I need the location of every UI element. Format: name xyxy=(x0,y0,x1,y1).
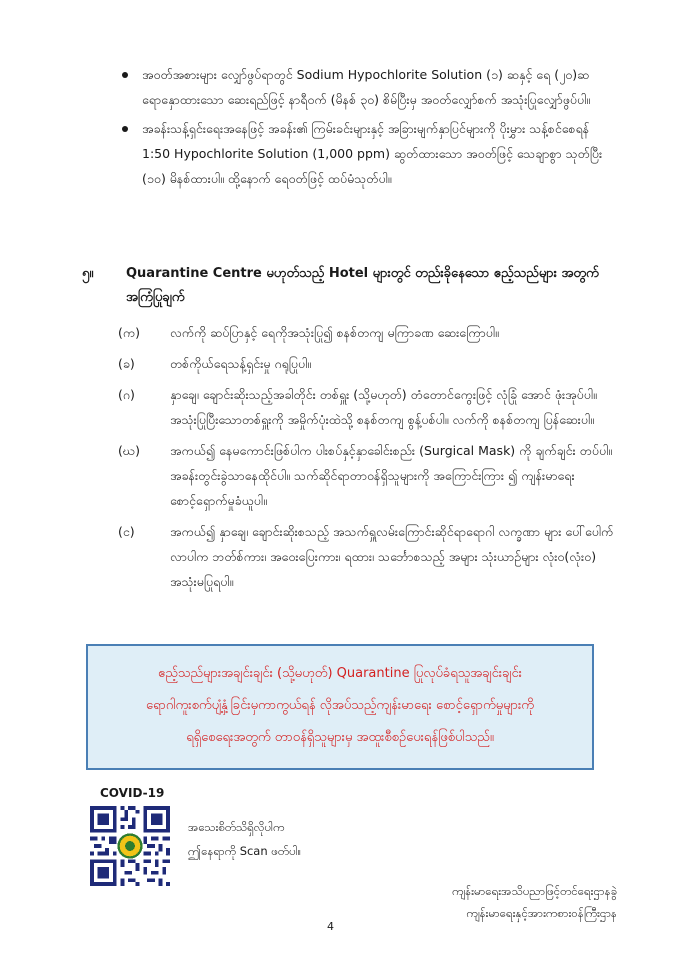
list-item xyxy=(118,351,622,376)
notice-line: ရရှိစေရေးအတွက် တာ၀န်ရှိသူများမှ အထူးစီစဉ်ပေးရန်ဖြစ်ပါသည်။ xyxy=(186,730,494,745)
bullet-dot-icon xyxy=(122,126,128,132)
qr-caption xyxy=(188,815,301,863)
qr-caption-line: အသေးစိတ်သိရှိလိုပါက xyxy=(188,820,285,834)
bullet-text: အဝတ်အစားများ လျှော်ဖွပ်ရာတွင် Sodium Hypochlorite Solution (၁) ဆနှင့် ရေ (၂၀)ဆ ရောနှောထားသော ဆေးရည်ဖြင့် နာရီဝက် (မိနစ် ၃၀) စိမ်ပြီးမှ အဝတ်လျှော်စက် အသုံးပြုလျှော်ဖွပ်ပါ။ xyxy=(142,67,591,107)
notice-box xyxy=(86,644,594,770)
qr-caption-line: ဤနေရာကို Scan ဖတ်ပါ။ xyxy=(188,844,302,858)
item-label: (ဃ) xyxy=(118,443,140,458)
footer-line: ကျန်းမာရေးနှင့်အားကစားဝန်ကြီးဌာန xyxy=(466,906,617,920)
section-heading xyxy=(82,262,622,310)
bullet-item xyxy=(118,116,618,191)
section-number: ၅။ xyxy=(82,266,94,281)
page-number: 4 xyxy=(327,920,334,933)
list-item xyxy=(118,320,622,345)
notice-line: ရောဂါကူးစက်ပျံ့နှံ့ခြင်းမှကာကွယ်ရန် လိုအပ်သည့်ကျန်းမာရေး စောင့်ရှောက်မှုများကို xyxy=(146,698,534,713)
bullet-item xyxy=(118,62,618,112)
item-label: (က) xyxy=(118,325,140,340)
section-5 xyxy=(82,262,622,600)
qr-title: COVID-19 xyxy=(100,786,165,800)
item-text: နှာချေ၊ ချောင်းဆိုးသည့်အခါတိုင်း တစ်ရှူး (သို့မဟုတ်) တံတောင်ကွေးဖြင့် လုံခြုံ အောင် ဖုံးအုပ်ပါ။ အသုံးပြုပြီးသောတစ်ရှူးကို အမှိုက်ပုံးထဲသို့ စနစ်တကျ စွန့်ပစ်ပါ။ လက်ကို စနစ်တကျ ပြန်ဆေးပါ။ xyxy=(170,387,597,427)
section-title: Quarantine Centre မဟုတ်သည့် Hotel များတွင် တည်းခိုနေသော ဧည့်သည်များ အတွက် အကြံပြုချက် xyxy=(126,266,599,305)
footer-line: ကျန်းမာရေးအသိပညာဖြင့်တင်ရေးဌာနခွဲ xyxy=(452,884,617,898)
bullet-dot-icon xyxy=(122,72,128,78)
list-item xyxy=(118,519,622,594)
bullet-list xyxy=(118,62,618,195)
item-text: အကယ်၍ နှာချေ၊ ချောင်းဆိုးစသည့် အသက်ရှူလမ်းကြောင်းဆိုင်ရာရောဂါ လက္ခဏာ များ ပေါ်ပေါက်လာပါက ဘတ်စ်ကား၊ အဝေးပြေးကား၊ ရထား၊ သင်္ဘောစသည့် အများ သုံးယာဉ်များ လုံး၀(လုံး၀) အသုံးမပြုရပါ။ xyxy=(170,524,614,589)
section-items xyxy=(82,320,622,594)
item-text: လက်ကို ဆပ်ပြာနှင့် ရေကိုအသုံးပြု၍ စနစ်တကျ မကြာခဏ ဆေးကြောပါ။ xyxy=(170,325,499,340)
list-item xyxy=(118,438,622,513)
list-item xyxy=(118,382,622,432)
item-label: (ဂ) xyxy=(118,387,135,402)
item-label: (ခ) xyxy=(118,356,135,371)
qr-code-icon[interactable] xyxy=(90,806,170,886)
footer-signature xyxy=(452,880,617,924)
item-label: (င) xyxy=(118,524,135,539)
item-text: တစ်ကိုယ်ရေသန့်ရှင်းမှု ဂရုပြုပါ။ xyxy=(170,356,312,371)
bullet-text: အခန်းသန့်ရှင်းရေးအနေဖြင့် အခန်း၏ ကြမ်းခင်းများနှင့် အခြားမျက်နှာပြင်များကို ပိုးမွှား သန့်စင်စေရန် 1:50 Hypochlorite Solution (1,000 ppm) ဆွတ်ထားသော အဝတ်ဖြင့် သေချာစွာ သုတ်ပြီး (၁၀) မိနစ်ထားပါ။ ထို့နောက် ရေဝတ်ဖြင့် ထပ်မံသုတ်ပါ။ xyxy=(142,121,603,186)
item-text: အကယ်၍ နေမကောင်းဖြစ်ပါက ပါးစပ်နှင့်နှာခေါင်းစည်း (Surgical Mask) ကို ချက်ချင်း တပ်ပါ။ အခန်းတွင်းခွဲသာနေထိုင်ပါ။ သက်ဆိုင်ရာတာဝန်ရှိသူများကို အကြောင်းကြား ၍ ကျန်းမာရေးစောင့်ရှောက်မှုခံယူပါ။ xyxy=(170,443,613,508)
notice-line: ဧည့်သည်များအချင်းချင်း (သို့မဟုတ်) Quarantine ပြုလုပ်ခံရသူအချင်းချင်း xyxy=(158,666,522,681)
